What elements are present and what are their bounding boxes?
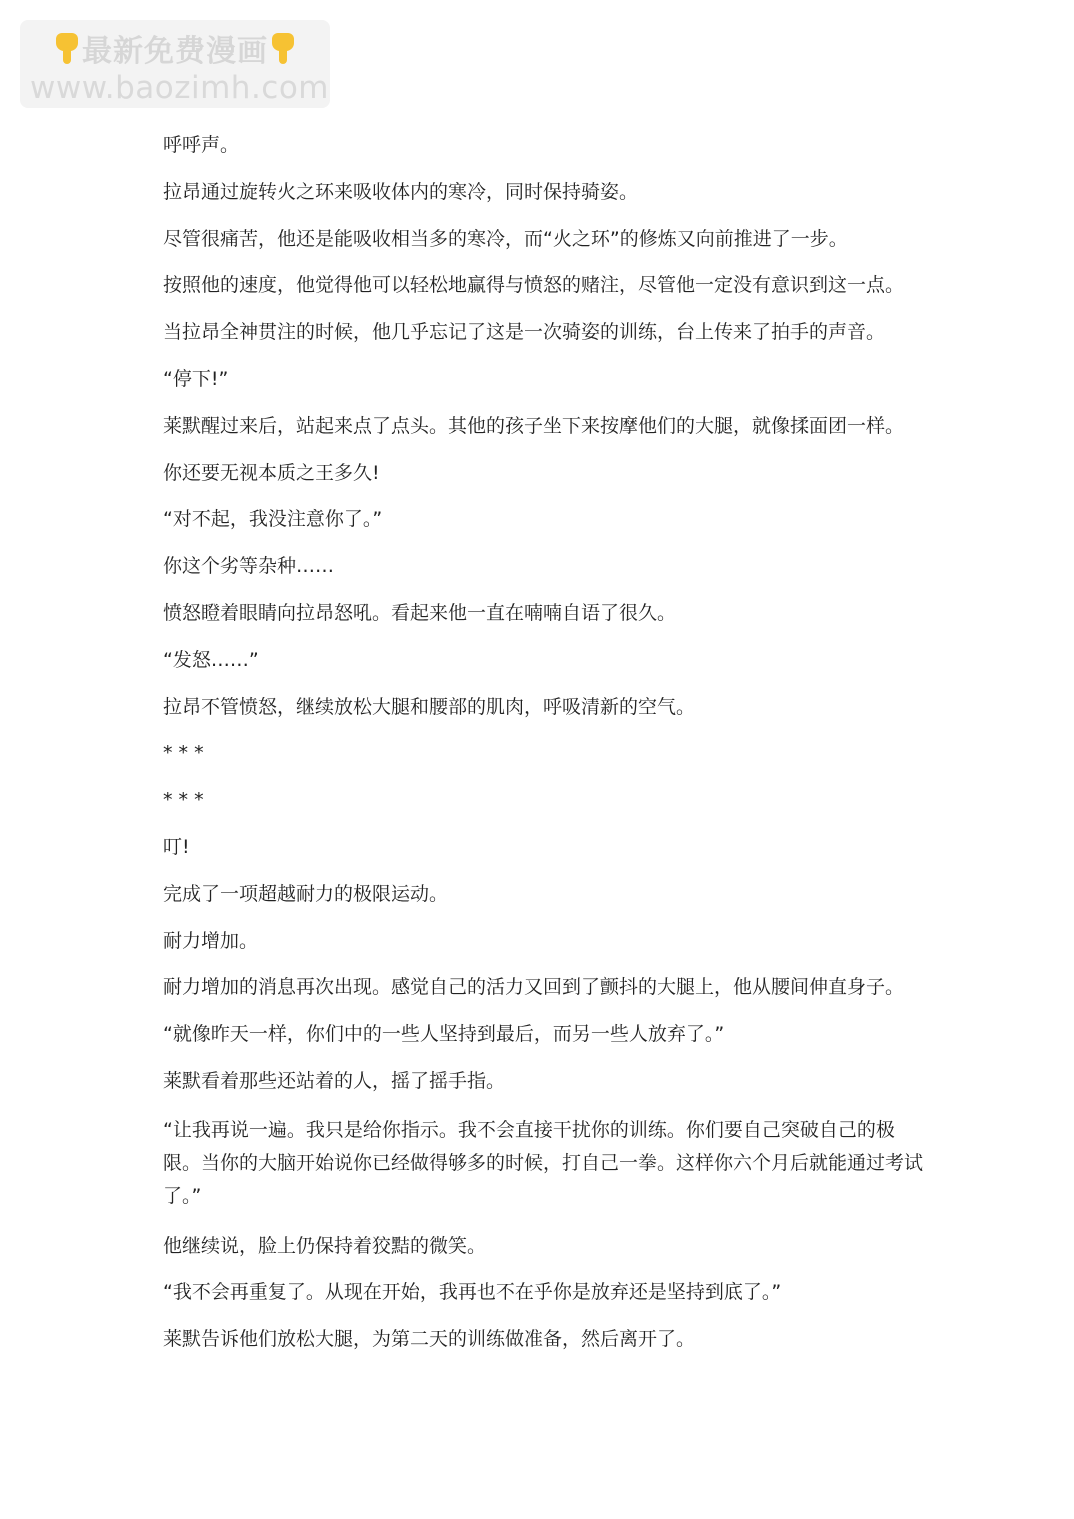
pointing-down-hand-icon bbox=[268, 31, 298, 65]
paragraph: 耐力增加的消息再次出现。感觉自己的活力又回到了颤抖的大腿上，他从腰间伸直身子。 bbox=[163, 976, 905, 999]
paragraph: 愤怒瞪着眼睛向拉昂怒吼。看起来他一直在喃喃自语了很久。 bbox=[163, 601, 677, 624]
paragraph: 拉昂通过旋转火之环来吸收体内的寒冷，同时保持骑姿。 bbox=[163, 180, 639, 203]
paragraph: 完成了一项超越耐力的极限运动。 bbox=[163, 882, 449, 905]
watermark-badge bbox=[20, 20, 330, 108]
pointing-down-hand-icon bbox=[52, 31, 82, 65]
watermark-title-row bbox=[30, 28, 320, 68]
watermark-url: www.baozimh.com bbox=[30, 70, 330, 106]
paragraph: 莱默看着那些还站着的人，摇了摇手指。 bbox=[163, 1069, 506, 1092]
paragraph: 呼呼声。 bbox=[163, 134, 240, 156]
paragraph: 莱默告诉他们放松大腿，为第二天的训练做准备，然后离开了。 bbox=[163, 1328, 696, 1351]
scene-break: * * * bbox=[163, 742, 204, 765]
paragraph: “就像昨天一样，你们中的一些人坚持到最后，而另一些人放弃了。” bbox=[163, 1023, 725, 1046]
paragraph: “对不起，我没注意你了。” bbox=[163, 508, 383, 531]
paragraph: 当拉昂全神贯注的时候，他几乎忘记了这是一次骑姿的训练，台上传来了拍手的声音。 bbox=[163, 321, 886, 344]
paragraph: 你还要无视本质之王多久! bbox=[163, 461, 380, 484]
watermark-title: 最新免费漫画 bbox=[82, 34, 268, 69]
paragraph: 耐力增加。 bbox=[163, 929, 259, 952]
scene-break: * * * bbox=[163, 789, 204, 812]
paragraph: 拉昂不管愤怒，继续放松大腿和腰部的肌肉，呼吸清新的空气。 bbox=[163, 695, 696, 718]
paragraph: 你这个劣等杂种…… bbox=[163, 555, 335, 578]
paragraph: “停下!” bbox=[163, 367, 229, 390]
paragraph: 按照他的速度，他觉得他可以轻松地赢得与愤怒的赌注，尽管他一定没有意识到这一点。 bbox=[163, 274, 905, 297]
paragraph: 叮! bbox=[163, 835, 190, 858]
paragraph: “让我再说一遍。我只是给你指示。我不会直接干扰你的训练。你们要自己突破自己的极限。当你的大脑开始说你已经做得够多的时候，打自己一拳。这样你六个月后就能通过考试了。” bbox=[163, 1118, 924, 1207]
paragraph: 莱默醒过来后，站起来点了点头。其他的孩子坐下来按摩他们的大腿，就像揉面团一样。 bbox=[163, 414, 905, 437]
paragraph: 他继续说，脸上仍保持着狡黠的微笑。 bbox=[163, 1234, 487, 1257]
paragraph: 尽管很痛苦，他还是能吸收相当多的寒冷，而“火之环”的修炼又向前推进了一步。 bbox=[163, 227, 848, 250]
paragraph: “发怒……” bbox=[163, 648, 259, 671]
paragraph: “我不会再重复了。从现在开始，我再也不在乎你是放弃还是坚持到底了。” bbox=[163, 1281, 782, 1304]
article-body bbox=[163, 131, 923, 1372]
